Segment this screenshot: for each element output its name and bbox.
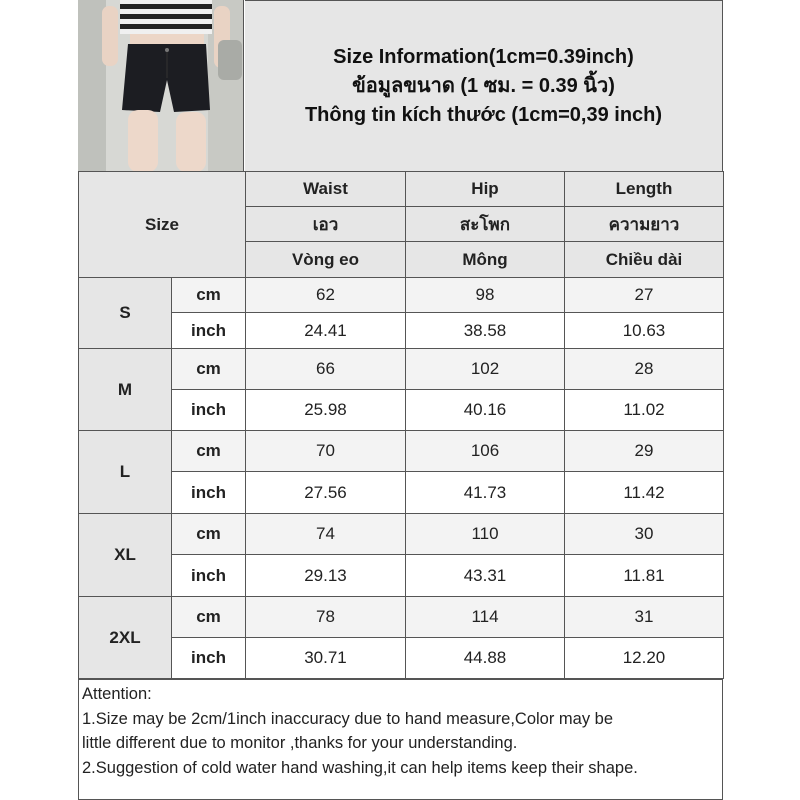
length-inch-xl: 11.81 bbox=[565, 555, 724, 597]
striped-top bbox=[120, 0, 212, 34]
unit-cm: cm bbox=[172, 349, 246, 390]
title-english: Size Information(1cm=0.39inch) bbox=[333, 45, 634, 68]
col-header-hip-vi: Mông bbox=[406, 242, 565, 278]
waist-inch-xl: 29.13 bbox=[246, 555, 406, 597]
unit-inch: inch bbox=[172, 555, 246, 597]
attention-heading: Attention: bbox=[82, 685, 152, 703]
hip-cm-s: 98 bbox=[406, 278, 565, 313]
col-header-length-th: ความยาว bbox=[565, 207, 724, 242]
unit-cm: cm bbox=[172, 431, 246, 472]
attention-line-2: little different due to monitor ,thanks for your understanding. bbox=[82, 734, 518, 752]
size-header: Size bbox=[79, 172, 246, 278]
hip-inch-xl: 43.31 bbox=[406, 555, 565, 597]
unit-cm: cm bbox=[172, 278, 246, 313]
size-table bbox=[78, 171, 724, 679]
size-label-m: M bbox=[79, 349, 172, 431]
model-wearing-shorts-illustration bbox=[78, 0, 244, 172]
hip-cm-2xl: 114 bbox=[406, 597, 565, 638]
waist-cm-2xl: 78 bbox=[246, 597, 406, 638]
waist-cm-s: 62 bbox=[246, 278, 406, 313]
size-label-s: S bbox=[79, 278, 172, 349]
unit-inch: inch bbox=[172, 390, 246, 431]
length-cm-2xl: 31 bbox=[565, 597, 724, 638]
product-photo bbox=[78, 0, 244, 172]
size-label-l: L bbox=[79, 431, 172, 514]
unit-cm: cm bbox=[172, 597, 246, 638]
attention-line-1: 1.Size may be 2cm/1inch inaccuracy due to hand measure,Color may be bbox=[82, 709, 614, 728]
col-header-length-en: Length bbox=[565, 172, 724, 207]
col-header-hip-en: Hip bbox=[406, 172, 565, 207]
waist-cm-m: 66 bbox=[246, 349, 406, 390]
attention-line-3: 2.Suggestion of cold water hand washing,it can help items keep their shape. bbox=[82, 758, 638, 777]
unit-cm: cm bbox=[172, 514, 246, 555]
waist-inch-2xl: 30.71 bbox=[246, 638, 406, 679]
waist-inch-l: 27.56 bbox=[246, 472, 406, 514]
title-block bbox=[245, 0, 723, 172]
hip-cm-l: 106 bbox=[406, 431, 565, 472]
size-label-2xl: 2XL bbox=[79, 597, 172, 679]
col-header-length-vi: Chiều dài bbox=[565, 242, 724, 278]
attention-notes bbox=[78, 679, 723, 800]
waist-cm-xl: 74 bbox=[246, 514, 406, 555]
unit-inch: inch bbox=[172, 472, 246, 514]
hip-inch-s: 38.58 bbox=[406, 313, 565, 349]
title-thai: ข้อมูลขนาด (1 ซม. = 0.39 นิ้ว) bbox=[352, 74, 615, 97]
waist-inch-s: 24.41 bbox=[246, 313, 406, 349]
col-header-waist-en: Waist bbox=[246, 172, 406, 207]
length-cm-xl: 30 bbox=[565, 514, 724, 555]
waist-cm-l: 70 bbox=[246, 431, 406, 472]
hip-cm-m: 102 bbox=[406, 349, 565, 390]
length-cm-s: 27 bbox=[565, 278, 724, 313]
unit-inch: inch bbox=[172, 313, 246, 349]
size-label-xl: XL bbox=[79, 514, 172, 597]
hip-cm-xl: 110 bbox=[406, 514, 565, 555]
col-header-waist-th: เอว bbox=[246, 207, 406, 242]
hip-inch-m: 40.16 bbox=[406, 390, 565, 431]
length-inch-2xl: 12.20 bbox=[565, 638, 724, 679]
waist-inch-m: 25.98 bbox=[246, 390, 406, 431]
hip-inch-l: 41.73 bbox=[406, 472, 565, 514]
unit-inch: inch bbox=[172, 638, 246, 679]
length-cm-l: 29 bbox=[565, 431, 724, 472]
length-cm-m: 28 bbox=[565, 349, 724, 390]
title-vietnamese: Thông tin kích thước (1cm=0,39 inch) bbox=[304, 103, 663, 126]
col-header-waist-vi: Vòng eo bbox=[246, 242, 406, 278]
hip-inch-2xl: 44.88 bbox=[406, 638, 565, 679]
col-header-hip-th: สะโพก bbox=[406, 207, 565, 242]
length-inch-m: 11.02 bbox=[565, 390, 724, 431]
length-inch-l: 11.42 bbox=[565, 472, 724, 514]
length-inch-s: 10.63 bbox=[565, 313, 724, 349]
